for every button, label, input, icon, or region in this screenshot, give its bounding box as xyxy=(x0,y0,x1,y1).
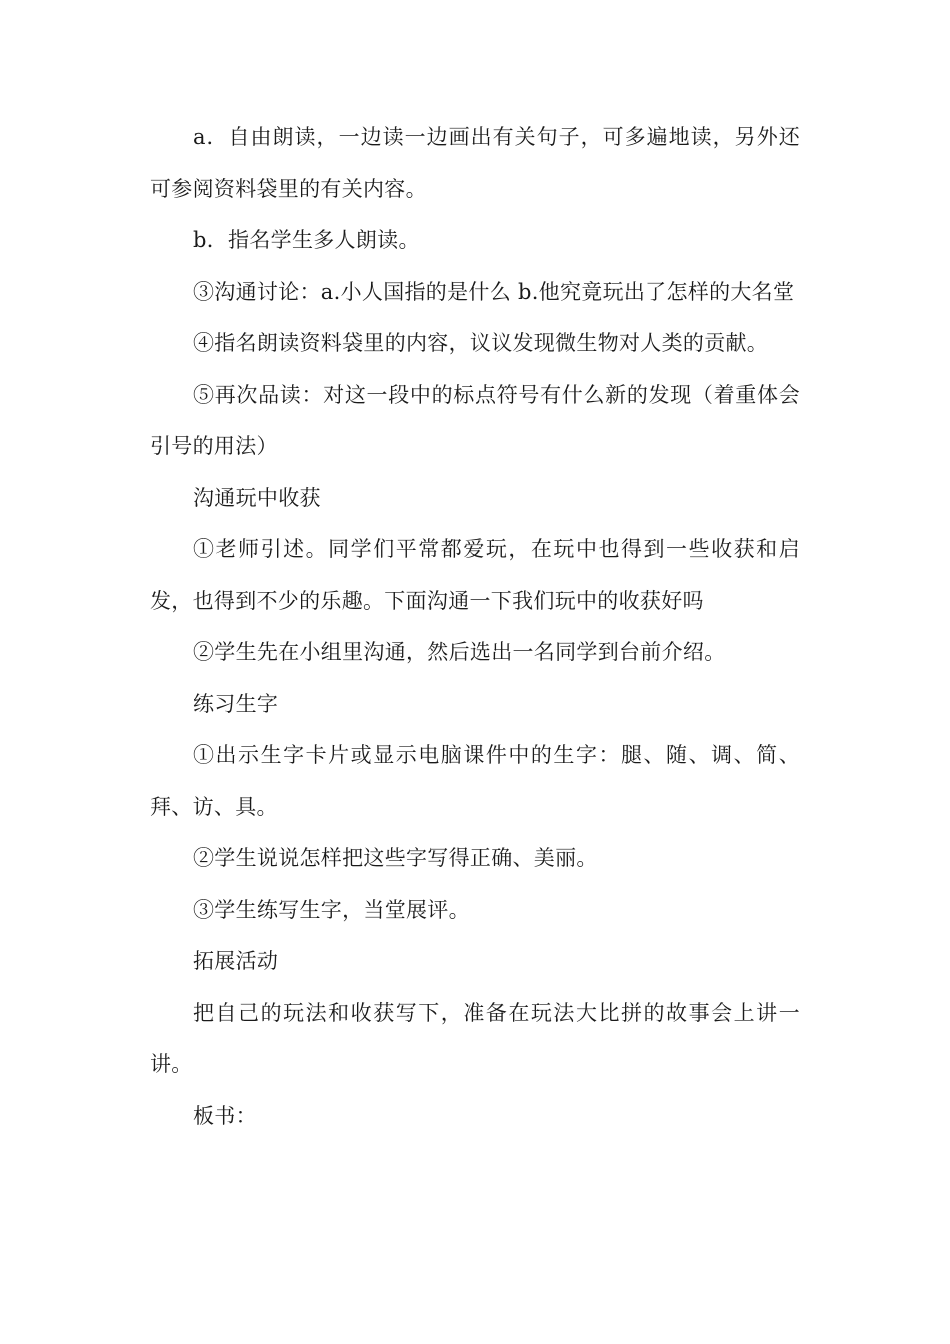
paragraph-writing-talk: ②学生说说怎样把这些字写得正确、美丽。 xyxy=(193,846,598,870)
paragraph-blackboard: 板书： xyxy=(193,1103,257,1128)
paragraph-teacher-intro: ①老师引述。同学们平常都爱玩，在玩中也得到一些收获和启发，也得到不少的乐趣。下面沟通一下我们玩中的收获好吗 xyxy=(150,537,800,613)
paragraph-show-cards: ①出示生字卡片或显示电脑课件中的生字：腿、随、调、简、拜、访、具。 xyxy=(150,743,800,819)
paragraph-reading-step-a: a．自由朗读，一边读一边画出有关句子，可多遍地读，另外还可参阅资料袋里的有关内容。 xyxy=(150,125,800,201)
paragraph-writing-practice: ③学生练写生字，当堂展评。 xyxy=(193,897,470,922)
section-heading-characters: 练习生字 xyxy=(193,691,279,716)
paragraph-reading-step-b: b．指名学生多人朗读。 xyxy=(193,228,420,252)
paragraph-discussion: ③沟通讨论：a.小人国指的是什么 b.他究竟玩出了怎样的大名堂 xyxy=(193,279,795,304)
paragraph-punctuation: ⑤再次品读：对这一段中的标点符号有什么新的发现（着重体会引号的用法） xyxy=(150,382,800,458)
paragraph-group-share: ②学生先在小组里沟通，然后选出一名同学到台前介绍。 xyxy=(193,640,726,664)
paragraph-resource-reading: ④指名朗读资料袋里的内容，议议发现微生物对人类的贡献。 xyxy=(193,331,769,355)
section-heading-harvest: 沟通玩中收获 xyxy=(193,485,321,510)
paragraph-extension-task: 把自己的玩法和收获写下，准备在玩法大比拼的故事会上讲一讲。 xyxy=(150,1000,800,1076)
document-body xyxy=(150,112,800,1142)
section-heading-extension: 拓展活动 xyxy=(193,949,279,973)
